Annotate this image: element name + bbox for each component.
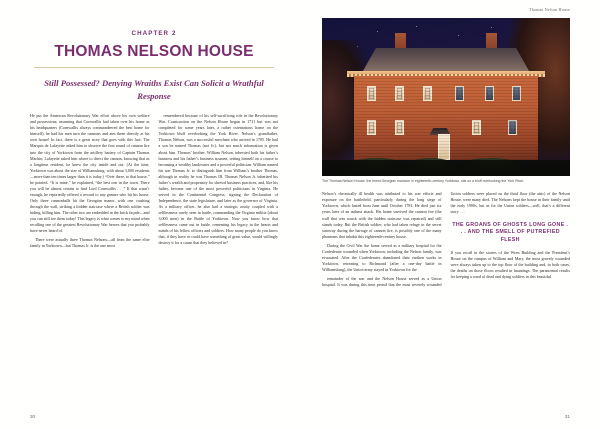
body-paragraph: He put the American Revolutionary War effort above his own welfare and possessions; assuming that Cornwallis had taken over his home as his headquarters (Cornwallis always commandeered the best home for himself), he had his men turn the cannons and aim them directly at his own house! In fact, there is a great story that goes with this fact: The Marquis de Lafayette asked him to observe the first round of cannon fire into the city of Yorktown from the artillery battery of Captain Thomas Machin. Lafayette asked him where to direct the cannon, knowing that as a longtime resident, he knew the city inside and out. (At the time, Yorktown was about the size of Williamsburg, with about 3,000 residents—more than ten times larger than it is today.) “Over there, to that house,” he pointed. “It is mine,” he explained, “the best one in the town. There you will be almost certain to find Lord Cornwallis . . .” If that wasn’t enough, he reportedly offered a reward to any gunner who hit his house. Only three cannonballs hit the Georgian manor, with one crashing through the wall, striking a hidden staircase where a British soldier was hiding, killing him. The other two are embedded in the brick façade—and you can still see them today! This legacy is what comes to my mind when recalling one of the greatest Revolutionary War heroes that you probably have never heard of. (30, 113, 150, 234)
left-body-columns (30, 113, 278, 251)
brick-wall (354, 76, 538, 160)
body-paragraph: During the Civil War the home served as a military hospital for the Confederate wounded when Yorktown, including the Nelson family, was evacuated. After the Confederates abandoned their earthen works in Yorktown, retreating to Richmond (after a one-day battle in Williamsburg), the Union army stayed in Yorktown for the (322, 242, 442, 272)
front-door (438, 134, 450, 160)
photo-figure (322, 18, 570, 184)
photo-caption: The Thomas Nelson House, the finest Georgian mansion in eighteenth-century Yorktown, sits on a bluff overlooking the York River. (322, 179, 525, 183)
body-paragraph: There were actually three Thomas Nelsons—all from the same elite family in Yorktown—but Thomas Jr. is the one most (30, 237, 150, 249)
chapter-label: CHAPTER 2 (131, 30, 177, 37)
nelson-house-photo (322, 18, 570, 176)
running-header: Thomas Nelson House (529, 7, 570, 12)
page-number-left: 30 (30, 414, 36, 419)
door-hood (429, 128, 450, 135)
page-title: THOMAS NELSON HOUSE (54, 43, 254, 60)
title-divider (34, 67, 274, 68)
house-facade (354, 48, 538, 160)
page-number-right: 31 (564, 414, 570, 419)
foreground-ground (322, 160, 570, 176)
roof (349, 48, 544, 72)
section-heading: THE GROANS OF GHOSTS LONG GONE . . . AND THE SMELL OF PUTREFIED FLESH (452, 221, 569, 243)
body-paragraph: remainder of the war and the Nelson House served as a Union hospital. It was during this time period that the most severely wounded Union soldiers were placed on the third floor (the attic) of the Nelson House, were many died. The Nelsons kept the house in their family until the early 1900s, but as for the Union soldiers—well, that’s a different story . . . (322, 191, 570, 288)
right-body-columns (322, 191, 570, 288)
body-paragraph: Nelson’s chronically ill health was attributed to his war efforts and exposure on the battlefield, particularly during the long siege of Yorktown, which lasted from June until October 1781. He died just six years later of an asthma attack. His home survived the cannon fire (the wall that was struck with the hidden staircase was repaired) and still stands today. But the British soldier, who had taken refuge in the secret stairway during the barrage of cannon fire, is possibly one of the many phantoms that inhabit this eighteenth-century house. (322, 191, 442, 239)
body-paragraph: If you recall in the stories of the Wren Building and the President’s House on the campus of William and Mary, the most gravely wounded were always taken up to the top floor of the building and, in both cases, the deaths on those floors resulted in hauntings. The paranormal results for keeping a ward of dead and dying soldiers in this beautiful (450, 249, 570, 279)
body-paragraph: remembered because of his self-sacrificing role in the Revolutionary War. Construction on the Nelson House began in 1711 but was not completed for some years later, a rather ostentatious home on the Yorktown bluff overlooking the York River. Nelson’s grandfather, Thomas Nelson, was a successful merchant who arrived in 1705. He had a son he named Thomas (not Jr.), but not much information is given about him. Thomas’ brother, William Nelson, inherited both his father’s business and his father’s business acumen, setting himself on a course to becoming a wealthy landowner and a powerful politician. William named his son Thomas Jr. to distinguish him from William’s brother Thomas, although in reality he was Thomas III. Thomas Nelson Jr. inherited his father’s wealth and propensity for shrewd business practices, and, like his father, become one of the most powerful politicians in Virginia. He served in the Continental Congress, signing the Declaration of Independence, the state legislature, and later as the governor of Virginia. As a military officer, he also had a strategic acuity coupled with a selflessness rarely seen in battle, commanding the Virginia militia (about 3,000 men) in the Battle of Yorktown. Now you know how that selflessness came out in battle, cementing his legacy in the hearts and minds of his fellow officers and soldiers. How many people do you know that, if they have or could have something of great value, would willingly destroy it for a cause that they believed in? (158, 113, 278, 246)
chapter-subtitle: Still Possessed? Denying Wraiths Exist Can Solicit a Wrathful Response (44, 78, 264, 101)
right-page (300, 0, 600, 429)
